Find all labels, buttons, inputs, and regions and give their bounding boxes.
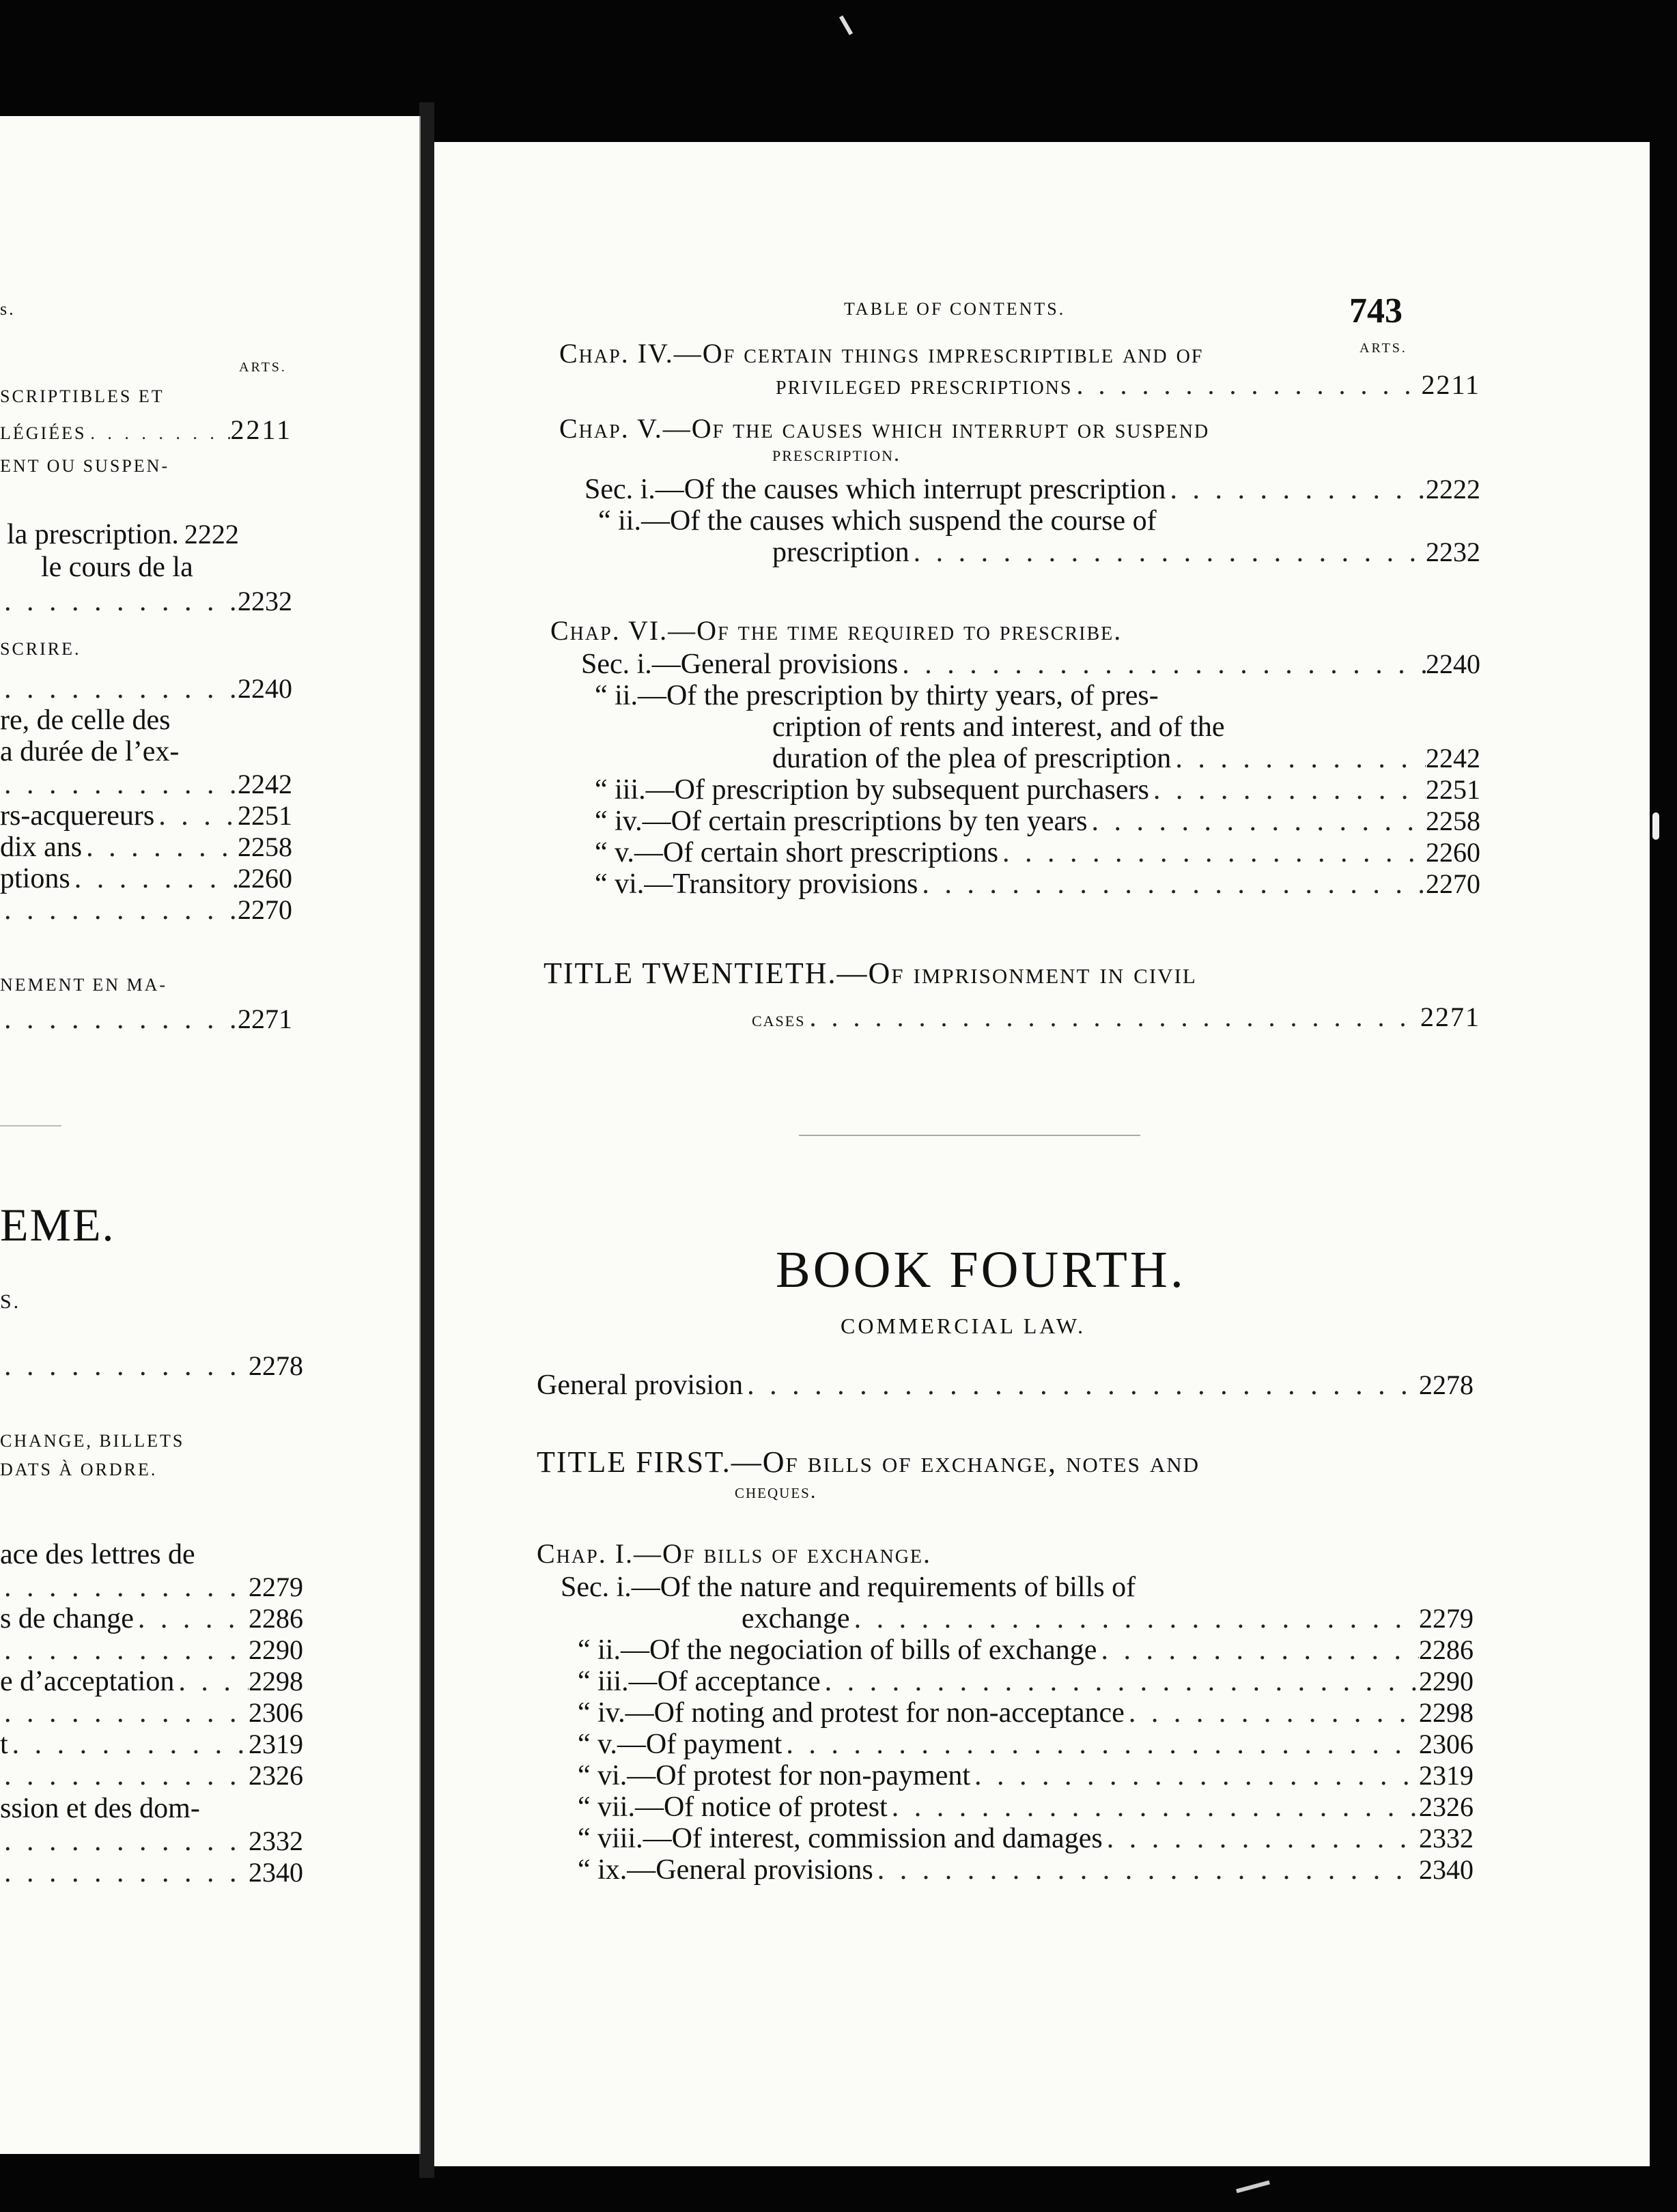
running-head: TABLE OF CONTENTS. — [844, 299, 1066, 319]
toc-entry — [0, 1352, 303, 1380]
entry-text: e d’acceptation — [0, 1666, 175, 1697]
entry-text: “ viii.—Of interest, commission and damages — [578, 1823, 1103, 1854]
toc-entry — [595, 838, 1480, 867]
article-number: 2326 — [1419, 1791, 1474, 1822]
chapter-heading: Chap. VI.—Of the time required to prescribe. — [550, 615, 1123, 646]
article-number: 2298 — [249, 1666, 303, 1697]
article-number: 2251 — [238, 800, 292, 831]
toc-entry — [0, 675, 292, 703]
toc-entry — [0, 1761, 303, 1790]
toc-line: ssion et des dom- — [0, 1793, 200, 1824]
article-number: 2258 — [1426, 806, 1480, 836]
article-number: 2232 — [1426, 537, 1480, 567]
left-arts-label: ARTS. — [239, 360, 287, 375]
entry-text: LÉGIÉES — [0, 423, 87, 443]
title-heading: TITLE TWENTIETH.—Of imprisonment in civil — [544, 956, 1197, 990]
toc-entry — [742, 1604, 1474, 1633]
toc-line: DATS À ORDRE. — [0, 1460, 158, 1479]
entry-text: Sec. i.—General provisions — [581, 649, 899, 680]
article-number: 2290 — [1419, 1666, 1474, 1697]
toc-entry — [752, 1004, 1480, 1031]
entry-text: cases — [752, 1006, 806, 1031]
toc-entry — [578, 1824, 1474, 1853]
toc-entry — [578, 1761, 1474, 1790]
toc-entry — [0, 416, 292, 444]
article-number: 2279 — [1419, 1603, 1474, 1634]
toc-entry — [0, 1573, 303, 1602]
toc-entry — [772, 744, 1480, 773]
entry-text: prescription — [772, 537, 910, 568]
toc-entry — [578, 1667, 1474, 1696]
article-number: 2240 — [1426, 649, 1480, 679]
toc-entry — [0, 520, 292, 549]
toc-entry — [595, 870, 1480, 898]
toc-line: ace des lettres de — [0, 1539, 195, 1570]
entry-text: “ iii.—Of prescription by subsequent purchasers — [595, 774, 1149, 806]
toc-entry — [0, 1699, 303, 1727]
article-number: 2242 — [238, 769, 292, 799]
toc-entry — [0, 587, 292, 616]
article-number: 2251 — [1426, 774, 1480, 805]
article-number: 2319 — [249, 1729, 303, 1759]
chapter-heading: Chap. V.—Of the causes which interrupt or suspend — [559, 413, 1210, 444]
toc-entry — [0, 1827, 303, 1856]
chapter-heading: Chap. IV.—Of certain things imprescriptible and of — [559, 338, 1204, 369]
entry-text: “ vi.—Of protest for non-payment — [578, 1760, 971, 1791]
divider — [0, 1125, 61, 1126]
entry-text: “ iii.—Of acceptance — [578, 1666, 821, 1697]
toc-line: “ ii.—Of the prescription by thirty years, of pres- — [595, 680, 1159, 711]
toc-entry — [0, 1604, 303, 1633]
article-number: 2242 — [1426, 743, 1480, 774]
entry-text: exchange — [742, 1603, 850, 1634]
toc-line: ENT OU SUSPEN- — [0, 456, 170, 476]
toc-entry — [772, 538, 1480, 567]
toc-entry — [0, 1636, 303, 1664]
title-heading-cont: cheques. — [735, 1480, 817, 1503]
chapter-heading-cont: prescription. — [772, 441, 901, 466]
entry-text: ptions — [0, 863, 70, 894]
entry-text: “ vi.—Transitory provisions — [595, 868, 918, 900]
article-number: 2340 — [1419, 1854, 1474, 1885]
toc-entry — [0, 833, 292, 862]
book-gutter — [419, 102, 434, 2178]
entry-text: s de change — [0, 1603, 134, 1634]
toc-entry — [578, 1856, 1474, 1884]
article-number: 2340 — [249, 1857, 303, 1888]
article-number: 2319 — [1419, 1760, 1474, 1791]
entry-text: rs-acquereurs — [0, 800, 155, 832]
left-running-head: s. — [0, 299, 16, 319]
entry-text: “ iv.—Of noting and protest for non-acceptance — [578, 1697, 1125, 1729]
toc-entry — [584, 475, 1480, 504]
article-number: 2286 — [249, 1603, 303, 1634]
toc-line: Sec. i.—Of the nature and requirements of bills of — [561, 1572, 1136, 1603]
article-number: 2298 — [1419, 1697, 1474, 1728]
toc-entry — [0, 1667, 303, 1696]
toc-entry — [0, 802, 292, 830]
article-number: 2326 — [249, 1760, 303, 1791]
entry-text: “ v.—Of certain short prescriptions — [595, 837, 998, 868]
article-number: 2270 — [238, 894, 292, 925]
entry-text: duration of the plea of prescription — [772, 743, 1172, 774]
toc-line: le cours de la — [41, 552, 193, 583]
toc-entry — [581, 650, 1480, 679]
toc-line: re, de celle des — [0, 705, 171, 736]
article-number: 2306 — [1419, 1729, 1474, 1759]
toc-entry — [776, 371, 1480, 399]
scan-speck — [1236, 2181, 1270, 2194]
left-page — [0, 116, 419, 2154]
article-number: 2286 — [1419, 1634, 1474, 1665]
scan-speck — [839, 16, 853, 36]
chapter-heading: Chap. I.—Of bills of exchange. — [537, 1538, 932, 1569]
toc-line: CHANGE, BILLETS — [0, 1431, 185, 1451]
book-subheading-fragment: S. — [0, 1290, 21, 1313]
toc-entry — [595, 776, 1480, 804]
entry-text: “ iv.—Of certain prescriptions by ten years — [595, 806, 1088, 837]
toc-entry — [578, 1636, 1474, 1664]
right-page — [434, 142, 1650, 2166]
toc-entry — [595, 807, 1480, 836]
section-divider — [799, 1135, 1140, 1136]
article-number: 2290 — [249, 1634, 303, 1665]
article-number: 2232 — [238, 586, 292, 616]
article-number: 2271 — [1420, 1002, 1480, 1032]
article-number: 2332 — [249, 1826, 303, 1856]
article-number: 2332 — [1419, 1823, 1474, 1854]
arts-label: ARTS. — [1359, 341, 1407, 356]
article-number: 2306 — [249, 1697, 303, 1728]
toc-line: NEMENT EN MA- — [0, 975, 168, 995]
entry-text: privileged prescriptions — [776, 369, 1073, 400]
entry-text: la prescription. — [7, 519, 179, 550]
article-number: 2222 — [184, 519, 239, 550]
article-number: 2278 — [1419, 1370, 1474, 1400]
toc-entry — [0, 864, 292, 893]
article-number: 2260 — [238, 863, 292, 894]
book-heading-fragment: EME. — [0, 1199, 115, 1251]
article-number: 2258 — [238, 832, 292, 862]
toc-entry — [0, 1005, 292, 1034]
entry-text: “ ii.—Of the negociation of bills of exchange — [578, 1634, 1097, 1666]
toc-entry — [0, 896, 292, 924]
article-number: 2260 — [1426, 837, 1480, 868]
page-number: 743 — [1349, 292, 1403, 330]
entry-text: Sec. i.—Of the causes which interrupt prescription — [584, 474, 1166, 505]
article-number: 2222 — [1426, 474, 1480, 505]
toc-entry — [578, 1730, 1474, 1759]
toc-entry — [0, 1730, 303, 1759]
article-number: 2211 — [1421, 369, 1480, 400]
toc-line: SCRIRE. — [0, 639, 81, 659]
article-number: 2211 — [230, 414, 292, 445]
toc-entry — [578, 1699, 1474, 1727]
article-number: 2278 — [249, 1350, 303, 1381]
toc-line: “ ii.—Of the causes which suspend the course of — [598, 505, 1157, 537]
toc-entry — [578, 1793, 1474, 1821]
article-number: 2279 — [249, 1572, 303, 1602]
entry-text: “ v.—Of payment — [578, 1729, 783, 1760]
article-number: 2271 — [238, 1004, 292, 1034]
toc-line: a durée de l’ex- — [0, 736, 180, 767]
entry-text: “ ix.—General provisions — [578, 1854, 873, 1886]
toc-entry — [0, 1858, 303, 1887]
book-heading: BOOK FOURTH. — [776, 1241, 1186, 1299]
entry-text: t — [0, 1729, 8, 1760]
toc-entry — [537, 1371, 1474, 1400]
article-number: 2240 — [238, 673, 292, 704]
toc-line: SCRIPTIBLES ET — [0, 386, 165, 406]
entry-text: “ vii.—Of notice of protest — [578, 1791, 888, 1823]
toc-line: cription of rents and interest, and of the — [772, 711, 1225, 743]
title-heading: TITLE FIRST.—Of bills of exchange, notes and — [537, 1445, 1200, 1479]
toc-entry — [0, 770, 292, 799]
entry-text: General provision — [537, 1370, 744, 1401]
book-subheading: COMMERCIAL LAW. — [841, 1314, 1086, 1338]
entry-text: dix ans — [0, 832, 83, 863]
article-number: 2270 — [1426, 868, 1480, 899]
scan-speck — [1652, 812, 1659, 840]
